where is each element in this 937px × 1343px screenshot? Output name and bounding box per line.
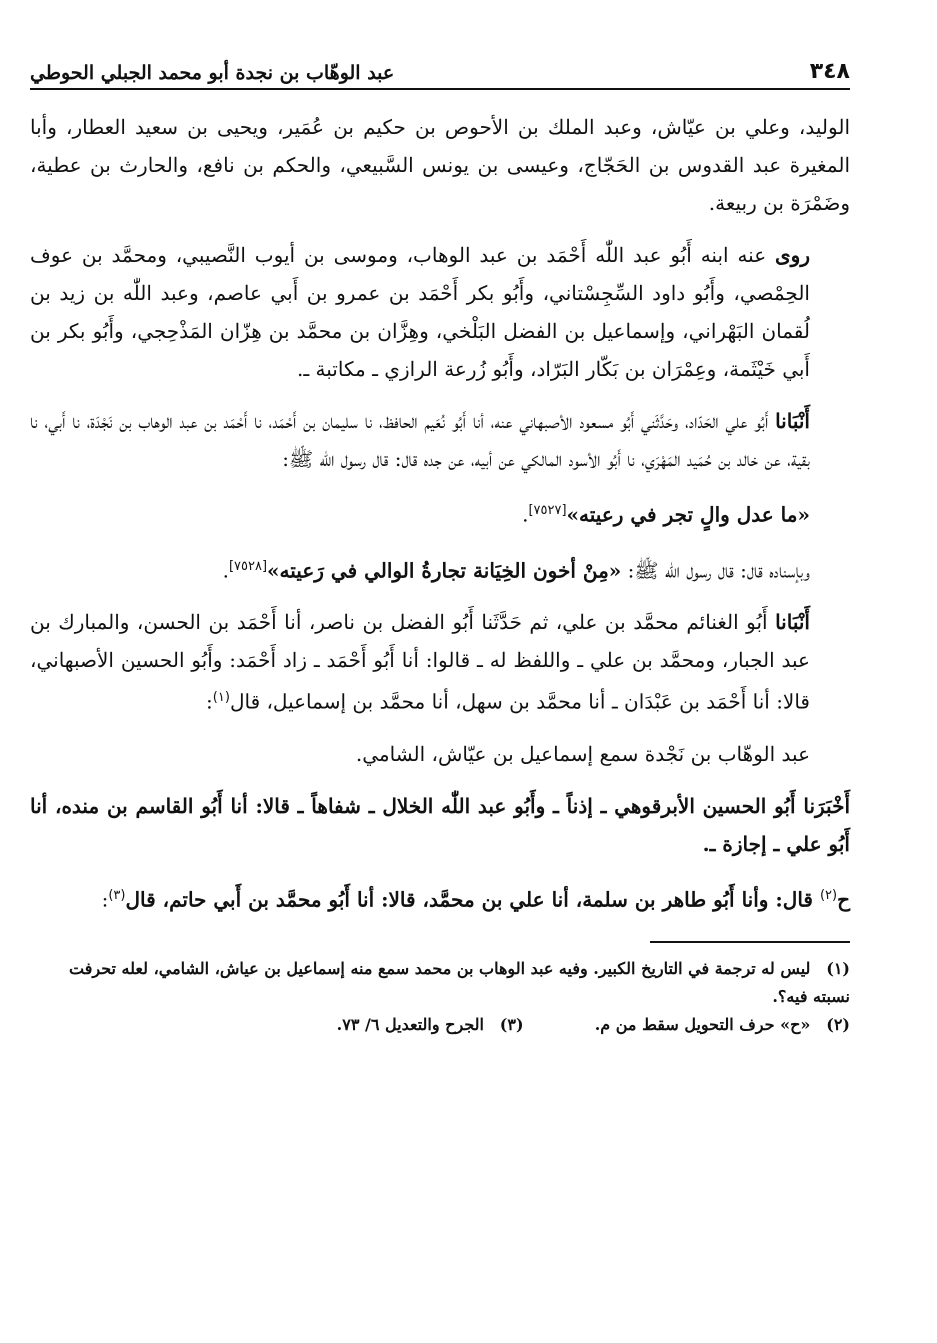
paragraph-tail: : xyxy=(101,887,109,912)
paragraph-lead: أَخْبَرَنا xyxy=(803,793,850,818)
footnotes xyxy=(30,955,850,1039)
paragraph-lead: ح xyxy=(837,887,850,912)
paragraph-lead: أَنْبَانا xyxy=(775,610,810,635)
paragraph-tail: : xyxy=(206,689,213,714)
hadith-reference: [٧٥٢٧] xyxy=(528,503,567,518)
hadith-2: وبإسناده قال: قال رسول الله ﷺ: «مِنْ أخون الخِيَانة تجارةُ الوالي في رَعيته»[٧٥٢٨]. xyxy=(222,558,810,583)
paragraph-lead: روى xyxy=(775,243,810,267)
quote-text: عبد الوهّاب بن نَجْدة سمع إسماعيل بن عيّاش، الشامي. xyxy=(355,741,810,766)
quote-line xyxy=(30,735,850,773)
paragraph-text: أَبُو الحسين الأبرقوهي ـ إذناً ـ وأَبُو عبد اللّٰه الخلال ـ شفاهاً ـ قالا: أنا أَبُو القاسم بن منده، أنا أَبُو علي ـ إجازة ـ. xyxy=(30,793,850,856)
page-header xyxy=(30,38,850,90)
footnote-number: (١) xyxy=(826,958,850,978)
page-number: ٣٤٨ xyxy=(809,59,850,84)
running-title: عبد الوهّاب بن نجدة أبو محمد الجبلي الحوطي xyxy=(30,62,395,84)
paragraph-isnad-4 xyxy=(30,877,850,919)
main-text xyxy=(30,108,850,919)
hadith-1: «ما عدل والٍ تجر في رعيته»[٧٥٢٧]. xyxy=(522,502,810,527)
hadith-intro: وبإسناده قال: قال رسول الله ﷺ: xyxy=(621,558,810,583)
footnote-2 xyxy=(30,1011,850,1039)
paragraph-text: الوليد، وعلي بن عيّاش، وعبد الملك بن الأحوص بن حكيم بن عُمَير، ويحيى بن سعيد العطار، وأبا المغيرة عبد القدوس بن الحَجّاج، وعيسى بن يونس السَّبيعي، والحكم بن نافع، والحارث بن عطية، وضَمْرَة بن ربيعة. xyxy=(30,115,850,215)
paragraph-isnad-3 xyxy=(30,787,850,863)
hadith-text: «ما عدل والٍ تجر في رعيته» xyxy=(566,502,810,527)
hadith-text: «مِنْ أخون الخِيَانة تجارةُ الوالي في رَعيته» xyxy=(267,558,622,583)
footnote-1 xyxy=(30,955,850,1011)
paragraph-lead: أَنْبَانا xyxy=(775,409,810,433)
paragraph-text: أَبُو علي الحَدّاد، وحَدَّثَني أَبُو مسعود الأصبهاني عنه، أنا أَبُو نُعَيم الحافظ، نا سليمان بن أَحْمَد، نا أَحْمَد بن عبد الوهاب بن نَجْدَة، نا أَبي، نا بقية، عن خالد بن حُمَيد المَهْرَي، نا أَبُو الأسود المالكي عن أبيه، عن جده قال: قال رسول الله ﷺ: xyxy=(30,409,810,471)
paragraph-isnad-1 xyxy=(30,402,850,478)
footnote-divider xyxy=(650,941,850,943)
footnote-text: «ح» حرف التحويل سقط من م. xyxy=(594,1014,811,1034)
hadith-reference: [٧٥٢٨] xyxy=(228,558,268,574)
paragraph-text: قال: وأنا أَبُو طاهر بن سلمة، أنا علي بن محمَّد، قالا: أنا أَبُو محمَّد بن أَبي حاتم، قال xyxy=(125,887,820,912)
paragraph-narrators xyxy=(30,236,850,388)
paragraph-text: عنه ابنه أَبُو عبد اللّٰه أَحْمَد بن عبد الوهاب، وموسى بن أيوب النَّصيبي، ومحمَّد بن عوف الحِمْصي، وأَبُو داود السِّجِسْتاني، وأَبُو بكر أَحْمَد بن عمرو بن أَبي عاصم، وعبد اللّٰه بن زيد بن لُقمان البَهْراني، وإسماعيل بن الفضل البَلْخي، وهِزَّان بن محمَّد بن هِزّان المَذْحِجي، وأَبُو بكر بن أَبي خَيْثَمة، وعِمْرَان بن بَكّار البَرّاد، وأَبُو زُرعة الرازي ـ مكاتبة ـ. xyxy=(30,243,810,381)
paragraph-text: أَبُو الغنائم محمَّد بن علي، ثم حَدَّثَنا أَبُو الفضل بن ناصر، أنا أَحْمَد بن الحسن، والمبارك بن عبد الجبار، ومحمَّد بن علي ـ واللفظ له ـ قالوا: أنا أَبُو أَحْمَد ـ زاد أَحْمَد: وأَبُو الحسين الأصبهاني، قالا: أنا أَحْمَد بن عَبْدَان ـ أنا محمَّد بن سهل، أنا محمَّد بن إسماعيل، قال xyxy=(30,610,810,714)
footnote-marker: (١) xyxy=(212,690,230,706)
document-page xyxy=(30,38,850,1318)
footnote-text: ليس له ترجمة في التاريخ الكبير. وفيه عبد الوهاب بن محمد سمع منه إسماعيل بن عياش، الشامي، لعله تحرفت نسبته فيه؟. xyxy=(69,958,850,1006)
footnote-marker: (٣) xyxy=(108,887,126,903)
footnote-number: (٣) xyxy=(499,1014,524,1034)
footnote-marker: (٢) xyxy=(819,887,838,903)
paragraph-isnad-2 xyxy=(30,603,850,721)
footnote-number: (٢) xyxy=(826,1014,850,1034)
footnote-text: الجرح والتعديل ٦/ ٧٣. xyxy=(336,1014,484,1034)
paragraph-teachers xyxy=(30,108,850,222)
